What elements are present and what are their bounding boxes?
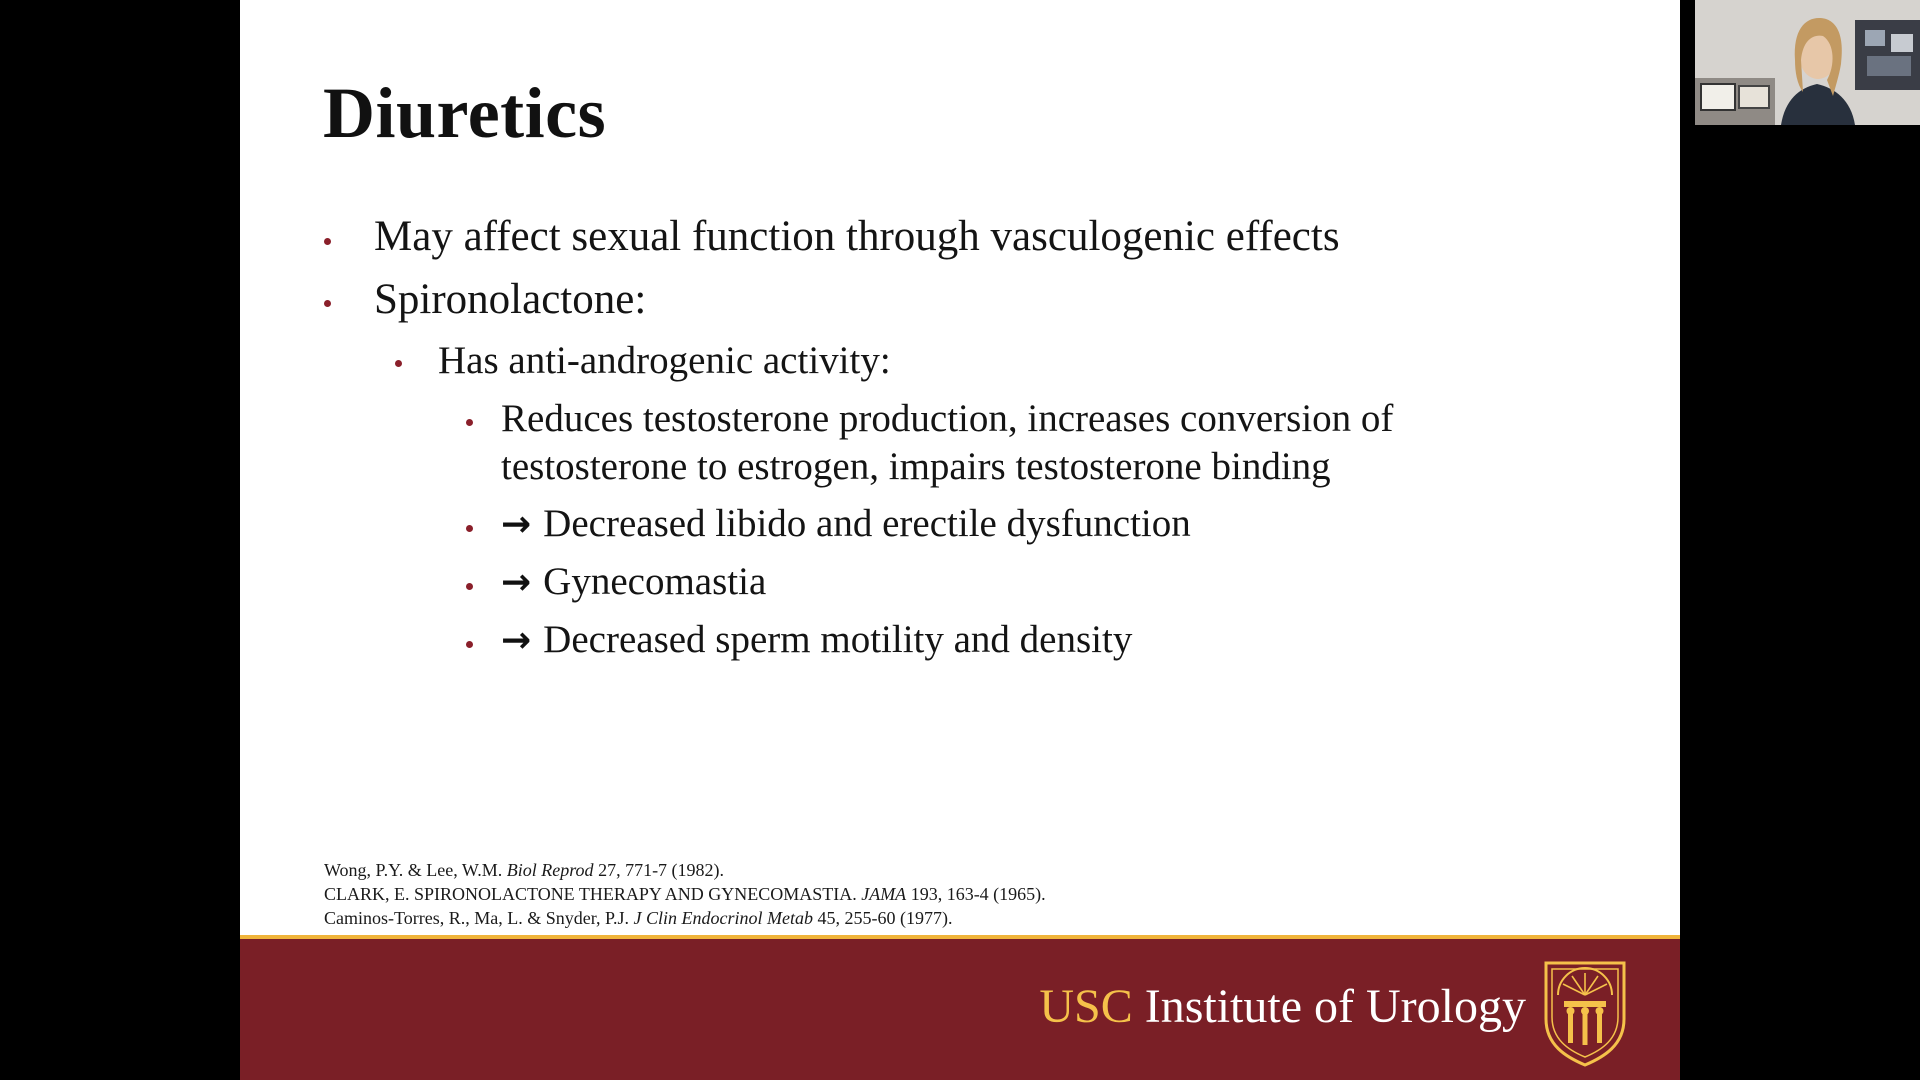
usc-wordmark: USC — [1039, 980, 1133, 1033]
bullet-dot — [466, 525, 473, 532]
slide-footer — [240, 935, 1680, 1080]
institute-name: Institute of Urology — [1144, 980, 1526, 1033]
bullet-anti-androgenic: Has anti-androgenic activity: — [438, 339, 891, 382]
bullet-gynecomastia — [501, 558, 766, 607]
arrow-right-icon: → — [501, 504, 532, 545]
reference-2: CLARK, E. SPIRONOLACTONE THERAPY AND GYNECOMASTIA. JAMA 193, 163-4 (1965). — [324, 884, 1046, 904]
reference-3: Caminos-Torres, R., Ma, L. & Snyder, P.J. J Clin Endocrinol Metab 45, 255-60 (1977). — [324, 908, 953, 928]
bullet-dot — [324, 300, 331, 307]
bullet-decreased-libido — [501, 500, 1191, 549]
bullet-dot — [395, 360, 402, 367]
references — [324, 858, 1046, 930]
presentation-slide — [240, 0, 1680, 1080]
bullet-dot — [466, 583, 473, 590]
bullet-sperm-motility — [501, 616, 1132, 665]
bullet-sperm-motility-text: Decreased sperm motility and density — [543, 618, 1133, 661]
usc-seal-icon — [1542, 957, 1628, 1067]
bullet-reduces-testosterone-line2: testosterone to estrogen, impairs testosterone binding — [501, 445, 1331, 488]
bullet-spironolactone: Spironolactone: — [374, 276, 647, 323]
footer-brand — [1039, 979, 1526, 1034]
reference-1: Wong, P.Y. & Lee, W.M. Biol Reprod 27, 771-7 (1982). — [324, 860, 725, 880]
bullet-vasculogenic: May affect sexual function through vasculogenic effects — [374, 213, 1340, 260]
arrow-right-icon: → — [501, 562, 532, 603]
arrow-right-icon: → — [501, 620, 532, 661]
slide-title: Diuretics — [323, 73, 607, 153]
bullet-dot — [466, 419, 473, 426]
presenter-webcam-video — [1695, 0, 1920, 125]
bullet-reduces-testosterone-line1: Reduces testosterone production, increases conversion of — [501, 397, 1394, 440]
presenter-video-frame — [1695, 0, 1920, 125]
bullet-decreased-libido-text: Decreased libido and erectile dysfunction — [543, 502, 1191, 545]
bullet-dot — [324, 238, 331, 245]
bullet-gynecomastia-text: Gynecomastia — [543, 560, 767, 603]
bullet-dot — [466, 641, 473, 648]
